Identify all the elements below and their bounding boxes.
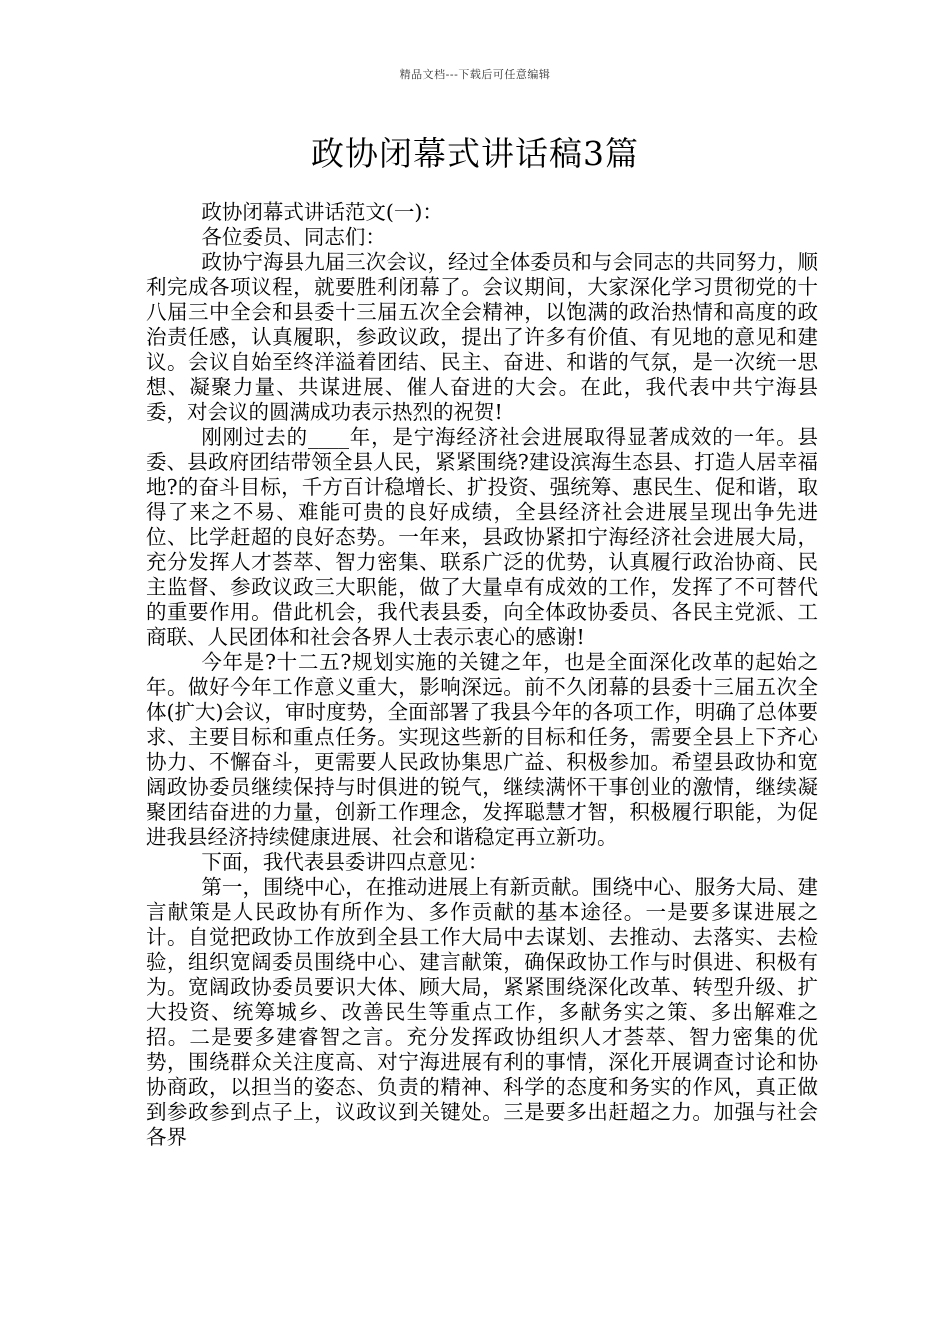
paragraph: 下面，我代表县委讲四点意见：	[201, 850, 489, 874]
document-title: 政协闭幕式讲话稿3篇	[311, 134, 639, 173]
paragraph-salutation: 各位委员、同志们：	[201, 225, 386, 249]
paragraph: 刚刚过去的____年，是宁海经济社会进展取得显著成效的一年。县委、县政府团结带领全县人民，紧紧围绕?建设滨海生态县、打造人居幸福地?的奋斗目标，千方百计稳增长、扩投资、强统筹、惠民生、促和谐，取得了来之不易、难能可贵的良好成绩，全县经济社会进展呈现出争先进位、比学赶超的良好态势。一年来，县政协紧扣宁海经济社会进展大局，充分发挥人才荟萃、智力密集、联系广泛的优势，认真履行政治协商、民主监督、参政议政三大职能，做了大量卓有成效的工作，发挥了不可替代的重要作用。借此机会，我代表县委，向全体政协委员、各民主党派、工商联、人民团体和社会各界人士表示衷心的感谢!	[146, 425, 818, 649]
paragraph-subtitle: 政协闭幕式讲话范文(一)：	[201, 200, 443, 224]
paragraph: 政协宁海县九届三次会议，经过全体委员和与会同志的共同努力，顺利完成各项议程，就要胜利闭幕了。会议期间，大家深化学习贯彻党的十八届三中全会和县委十三届五次全会精神，以饱满的政治热情和高度的政治责任感，认真履职，参政议政，提出了许多有价值、有见地的意见和建议。会议自始至终洋溢着团结、民主、奋进、和谐的气氛，是一次统一思想、凝聚力量、共谋进展、催人奋进的大会。在此，我代表中共宁海县委，对会议的圆满成功表示热烈的祝贺!	[146, 250, 818, 424]
paragraph: 今年是?十二五?规划实施的关键之年，也是全面深化改革的起始之年。做好今年工作意义重大，影响深远。前不久闭幕的县委十三届五次全体(扩大)会议，审时度势，全面部署了我县今年的各项工作，明确了总体要求、主要目标和重点任务。实现这些新的目标和任务，需要全县上下齐心协力、不懈奋斗，更需要人民政协集思广益、积极参加。希望县政协和宽阔政协委员继续保持与时俱进的锐气，继续满怀干事创业的激情，继续凝聚团结奋进的力量，创新工作理念，发挥聪慧才智，积极履行职能，为促进我县经济持续健康进展、社会和谐稳定再立新功。	[146, 650, 818, 849]
document-body	[146, 200, 818, 1150]
paragraph: 第一，围绕中心，在推动进展上有新贡献。围绕中心、服务大局、建言献策是人民政协有所作为、多作贡献的基本途径。一是要多谋进展之计。自觉把政协工作放到全县工作大局中去谋划、去推动、去落实、去检验，组织宽阔委员围绕中心、建言献策，确保政协工作与时俱进、积极有为。宽阔政协委员要识大体、顾大局，紧紧围绕深化改革、转型升级、扩大投资、统筹城乡、改善民生等重点工作，多献务实之策、多出解难之招。二是要多建睿智之言。充分发挥政协组织人才荟萃、智力密集的优势，围绕群众关注度高、对宁海进展有利的事情，深化开展调查讨论和协协商政，以担当的姿态、负责的精神、科学的态度和务实的作风，真正做到参政参到点子上，议政议到关键处。三是要多出赶超之力。加强与社会各界	[146, 875, 818, 1149]
header-note: 精品文档---下载后可任意编辑	[399, 68, 551, 81]
